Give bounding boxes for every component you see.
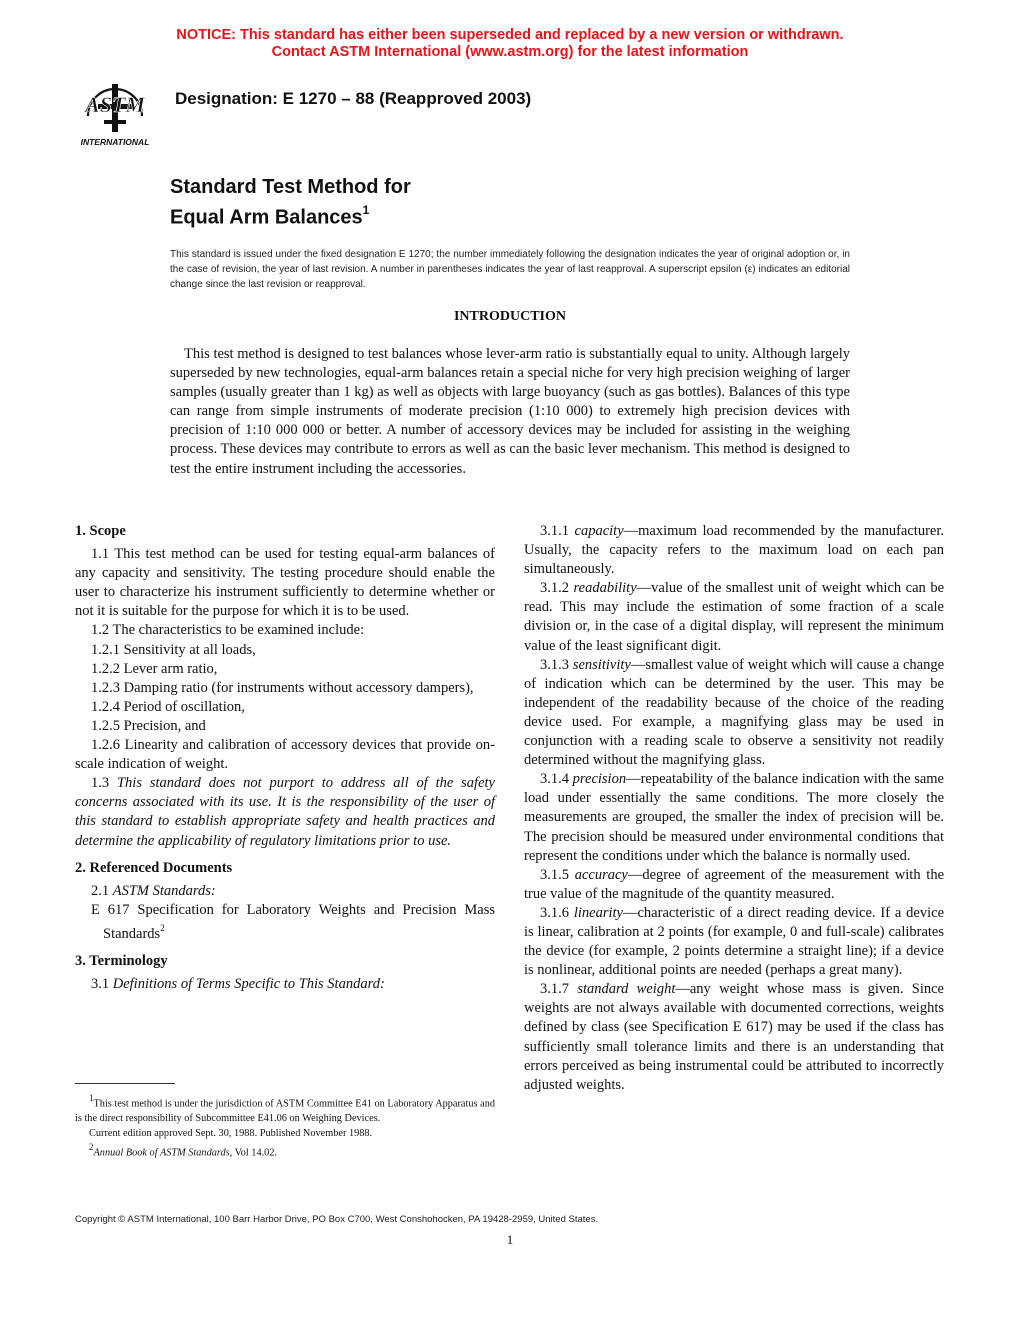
terminology-heading: 3. Terminology — [75, 952, 168, 969]
issuance-note: This standard is issued under the fixed designation E 1270; the number immediately following the designation indicates the year of original adoption or, in the case of revision, the year of last revision. A number in parentheses indicates the year of last reapproval. A superscript epsilon (ε) indicates an editorial change since the last revision or reapproval. — [170, 249, 850, 290]
title-line-1: Standard Test Method for — [170, 176, 411, 198]
footnote-1: $^1$This test method is under the jurisdiction of ASTM Committee E41 on Laboratory Apparatus and is the direct responsibility of Subcommittee E41.06 on Weighing Devices. — [75, 1093, 495, 1125]
right-column — [524, 522, 944, 1095]
definition-linearity: 3.1.6 linearity—characteristic of a direct reading device. If a device is linear, calibration at 2 points (for example, 0 and full-scale) calibrates the device (for example, 2 points determine a straight line); if a device is nonlinear, additional points are needed (perhaps a great many). — [524, 904, 945, 979]
footnotes — [75, 1092, 495, 1161]
astm-logo — [68, 76, 162, 148]
definition-sensitivity: 3.1.3 sensitivity—smallest value of weight which will cause a change of indication which can be determined by the user. This may be independent of the readability because of the choice of the reading device used. For example, a magnifying glass may be used in conjunction with a reading scale to observe a sensitivity not readily determined without the magnifying glass. — [524, 656, 945, 769]
paragraph-1-3: 1.3 This standard does not purport to address all of the safety concerns associated with its use. It is the responsibility of the user of this standard to establish appropriate safety and health practices and determine the applicability of regulatory limitations prior to use. — [75, 775, 495, 849]
definition-readability: 3.1.2 readability—value of the smallest unit of weight which can be read. This may include the estimation of some fraction of a scale division or, in the case of a digital display, will represent the minimum value of the least significant digit. — [524, 580, 945, 654]
footnote-1-edition: Current edition approved Sept. 30, 1988. Published November 1988. — [89, 1128, 373, 1140]
paragraph-1-2: 1.2 The characteristics to be examined include: — [91, 622, 365, 639]
reference-e617: E 617 Specification for Laboratory Weights and Precision Mass Standards$^2$ — [91, 901, 495, 942]
logo-letters: ASTM — [85, 92, 145, 117]
copyright: Copyright © ASTM International, 100 Barr Harbor Drive, PO Box C700, West Conshohocken, PA 19428-2959, United States. — [75, 1214, 599, 1225]
item-1-2-5: 1.2.5 Precision, and — [91, 717, 206, 734]
definition-capacity: 3.1.1 capacity—maximum load recommended by the manufacturer. Usually, the capacity refers to the maximum load on each pan simultaneously. — [524, 523, 945, 578]
page-number: 1 — [506, 1232, 514, 1247]
designation: Designation: E 1270 – 88 (Reapproved 2003) — [175, 89, 532, 108]
left-column — [75, 522, 495, 994]
definition-standard-weight: 3.1.7 standard weight—any weight whose mass is given. Since weights are not always available with documented corrections, weights defined by class (see Specification E 617) may be used if the class has sufficiently small tolerance limits and there is an understanding that errors perceived as being instrumental could be attributed to incorrectly adjusted weights. — [524, 981, 944, 1093]
document-title — [170, 175, 411, 231]
definition-accuracy: 3.1.5 accuracy—degree of agreement of the measurement with the true value of the magnitude of the quantity measured. — [524, 866, 945, 902]
scope-heading: 1. Scope — [75, 523, 126, 539]
definition-precision: 3.1.4 precision—repeatability of the balance indication with the same load under essentially the same conditions. The more closely the measurements are grouped, the smaller the index of precision will be. The precision should be measured under environmental conditions that represent the conditions under which the balance is normally used. — [524, 771, 944, 864]
referenced-documents-heading: 2. Referenced Documents — [75, 859, 233, 876]
paragraph-2-1: 2.1 ASTM Standards: — [91, 882, 216, 899]
notice-line-2: Contact ASTM International (www.astm.org) for the latest information — [271, 44, 749, 60]
logo-subtext: INTERNATIONAL — [80, 137, 150, 147]
paragraph-1-1: 1.1 This test method can be used for testing equal-arm balances of any capacity and sensitivity. The testing procedure should enable the user to characterize his instrument sufficiently to determine whether or not it is suitable for the purpose for which it is to be used. — [75, 546, 495, 620]
item-1-2-6: 1.2.6 Linearity and calibration of accessory devices that provide on-scale indication of weight. — [75, 737, 495, 773]
item-1-2-4: 1.2.4 Period of oscillation, — [91, 698, 245, 715]
item-1-2-3: 1.2.3 Damping ratio (for instruments without accessory dampers), — [91, 679, 474, 696]
introduction-heading: INTRODUCTION — [453, 309, 566, 324]
title-footnote-ref: 1 — [362, 203, 370, 217]
title-line-2: Equal Arm Balances$^1$ — [170, 203, 370, 229]
introduction-text: This test method is designed to test balances whose lever-arm ratio is substantially equal to unity. Although largely superseded by new technologies, equal-arm balances retain a special niche for very high precision weighing of larger samples (usually greater than 1 kg) as well as objects with large buoyancy (such as gas bottles). Balances of this type can range from simple instruments of moderate precision (1:10 000) to extremely high precision devices with precision of 1:10 000 000 or better. A number of accessory devices may be included for assisting in the weighing process. These devices may contribute to errors as well as can the basic lever mechanism. This method is designed to test the entire instrument including the accessories. — [170, 346, 850, 477]
item-1-2-2: 1.2.2 Lever arm ratio, — [91, 660, 218, 677]
paragraph-3-1: 3.1 Definitions of Terms Specific to This Standard: — [91, 975, 385, 992]
withdrawal-notice — [0, 27, 1020, 61]
footnote-rule — [75, 1083, 175, 1084]
notice-line-1: NOTICE: This standard has either been superseded and replaced by a new version or withdrawn. — [176, 27, 844, 43]
item-1-2-1: 1.2.1 Sensitivity at all loads, — [91, 641, 256, 658]
footnote-2: $^2$Annual Book of ASTM Standards, Vol 14.02. — [89, 1142, 278, 1159]
